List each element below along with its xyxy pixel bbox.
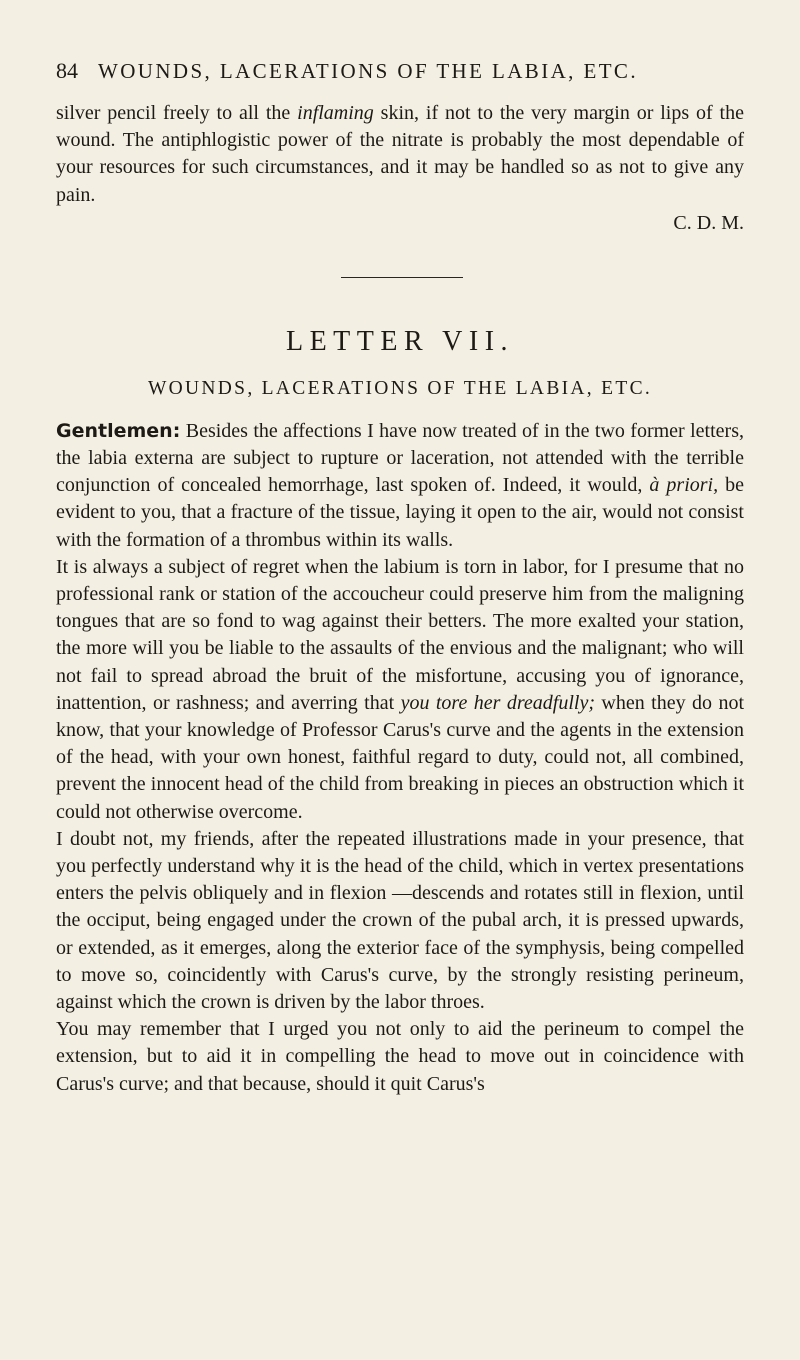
salutation: Gentlemen:	[56, 419, 181, 442]
paragraph-1-italic: à priori,	[649, 474, 719, 497]
paragraph-2-text-b: when they do not know, that your knowledge of Professor Carus's curve and the agents in the extension of the head, with your own honest, faithful regard to duty, could not, all combined, prevent the innocent head of the child from breaking in pieces an obstruction which it could not otherwise overcome.	[56, 691, 745, 823]
paragraph-2-text-a: It is always a subject of regret when the labium is torn in labor, for I presume that no professional rank or station of the accoucheur could preserve him from the maligning tongues that are so fond to wag against their betters. The more exalted your station, the more will you be liable to the assaults of the envious and the malignant; who will not fail to spread abroad the bruit of the misfortune, accusing you of ignorance, inattention, or rashness; and averring that	[56, 555, 744, 714]
paragraph-2-italic: you tore her dreadfully;	[400, 691, 595, 714]
paragraph-4: You may remember that I urged you not only to aid the perineum to compel the extension, but to aid it in compelling the head to move out in coincidence with Carus's curve; and that because, should it quit Carus's	[56, 1018, 744, 1095]
page-number: 84	[56, 58, 78, 83]
book-page	[56, 58, 744, 1098]
paragraph-1	[56, 418, 744, 554]
signature: C. D. M.	[673, 211, 744, 234]
continuation-text	[56, 100, 744, 209]
paragraph-3: I doubt not, my friends, after the repeated illustrations made in your presence, that you perfectly understand why it is the head of the child, which in vertex presentations enters the pelvis obliquely and in flexion —descends and rotates still in flexion, until the occiput, being engaged under the crown of the pubal arch, it is pressed upwards, or extended, as it emerges, along the exterior face of the symphysis, being compelled to move so, coincidently with Carus's curve, by the strongly resisting perineum, against which the crown is driven by the labor throes.	[56, 827, 744, 1014]
continuation-paragraph	[56, 100, 744, 209]
running-title: WOUNDS, LACERATIONS OF THE LABIA, ETC.	[98, 59, 638, 83]
letter-body	[56, 418, 744, 1098]
continuation-text-a: silver pencil freely to all the	[56, 102, 298, 124]
letter-subtitle: WOUNDS, LACERATIONS OF THE LABIA, ETC.	[147, 377, 653, 399]
continuation-text-b: skin, if not to the very margin or lips of the wound. The antiphlogistic power of the nitrate is probably the most dependable of your resources for such circumstances, and it may be handled so as not to give any pain.	[56, 102, 744, 206]
paragraph-1-text-a: Besides the affections I have now treated of in the two former letters, the labia externa are subject to rupture or laceration, not attended with the terrible conjunction of concealed hemorrhage, last spoken of. Indeed, it would,	[56, 419, 744, 497]
continuation-italic: inflaming	[297, 102, 374, 124]
paragraph-2	[56, 554, 744, 826]
letter-title: LETTER VII.	[285, 325, 515, 357]
section-divider	[341, 277, 463, 278]
paragraph-1-text-b: be evident to you, that a fracture of the tissue, laying it open to the air, would not consist with the formation of a thrombus within its walls.	[56, 474, 744, 551]
running-header	[56, 58, 744, 84]
